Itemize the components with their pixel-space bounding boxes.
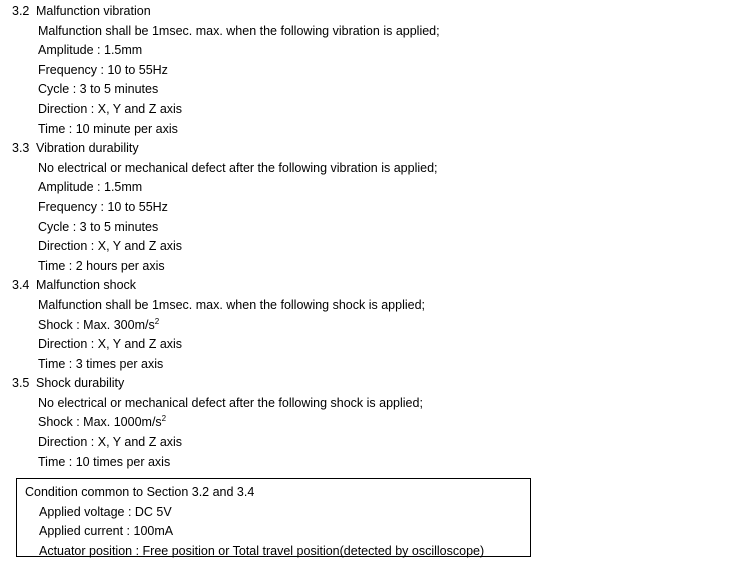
section-line: Amplitude : 1.5mm <box>38 43 143 58</box>
section-3-2 <box>0 2 746 139</box>
section-line: Malfunction shall be 1msec. max. when the following vibration is applied; <box>38 23 440 38</box>
section-line: Frequency : 10 to 55Hz <box>38 199 168 214</box>
section-3-4 <box>0 276 746 374</box>
section-line: Direction : X, Y and Z axis <box>38 435 183 450</box>
section-number: 3.5 <box>12 376 30 391</box>
section-heading <box>0 276 746 296</box>
section-line: Time : 10 minute per axis <box>38 121 178 136</box>
condition-note-box <box>16 478 531 557</box>
section-number: 3.4 <box>12 278 30 293</box>
note-line: Applied current : 100mA <box>39 524 174 539</box>
section-line: Shock : Max. $300m/s^2$ <box>38 316 160 332</box>
note-line: Actuator position : Free position or Total travel position(detected by oscilloscope) <box>39 543 485 558</box>
section-heading <box>0 374 746 394</box>
note-title: Condition common to Section 3.2 and 3.4 <box>25 485 255 499</box>
section-line: Direction : X, Y and Z axis <box>38 101 183 116</box>
section-3-5 <box>0 374 746 472</box>
section-number: 3.3 <box>12 141 30 156</box>
section-line: No electrical or mechanical defect after the following vibration is applied; <box>38 160 438 175</box>
section-title: Malfunction vibration <box>36 4 151 18</box>
section-line: Time : 10 times per axis <box>38 454 171 469</box>
section-line: No electrical or mechanical defect after the following shock is applied; <box>38 395 423 410</box>
section-line: Malfunction shall be 1msec. max. when the following shock is applied; <box>38 297 426 312</box>
section-heading <box>0 139 746 159</box>
section-line: Frequency : 10 to 55Hz <box>38 62 168 77</box>
section-line: Direction : X, Y and Z axis <box>38 239 183 254</box>
section-line: Time : 3 times per axis <box>38 356 164 371</box>
section-3-3 <box>0 139 746 276</box>
section-title: Shock durability <box>36 376 125 391</box>
section-line: Shock : Max. $1000m/s^2$ <box>38 414 167 430</box>
section-title: Malfunction shock <box>36 278 137 293</box>
section-line: Amplitude : 1.5mm <box>38 180 143 195</box>
section-number: 3.2 <box>12 4 30 18</box>
section-line: Cycle : 3 to 5 minutes <box>38 219 159 234</box>
section-line: Cycle : 3 to 5 minutes <box>38 82 159 97</box>
section-title: Vibration durability <box>36 141 139 156</box>
section-line: Direction : X, Y and Z axis <box>38 337 183 352</box>
section-heading <box>0 2 746 22</box>
section-line: Time : 2 hours per axis <box>38 258 165 273</box>
specification-body <box>0 2 746 472</box>
note-line: Applied voltage : DC 5V <box>39 504 172 519</box>
